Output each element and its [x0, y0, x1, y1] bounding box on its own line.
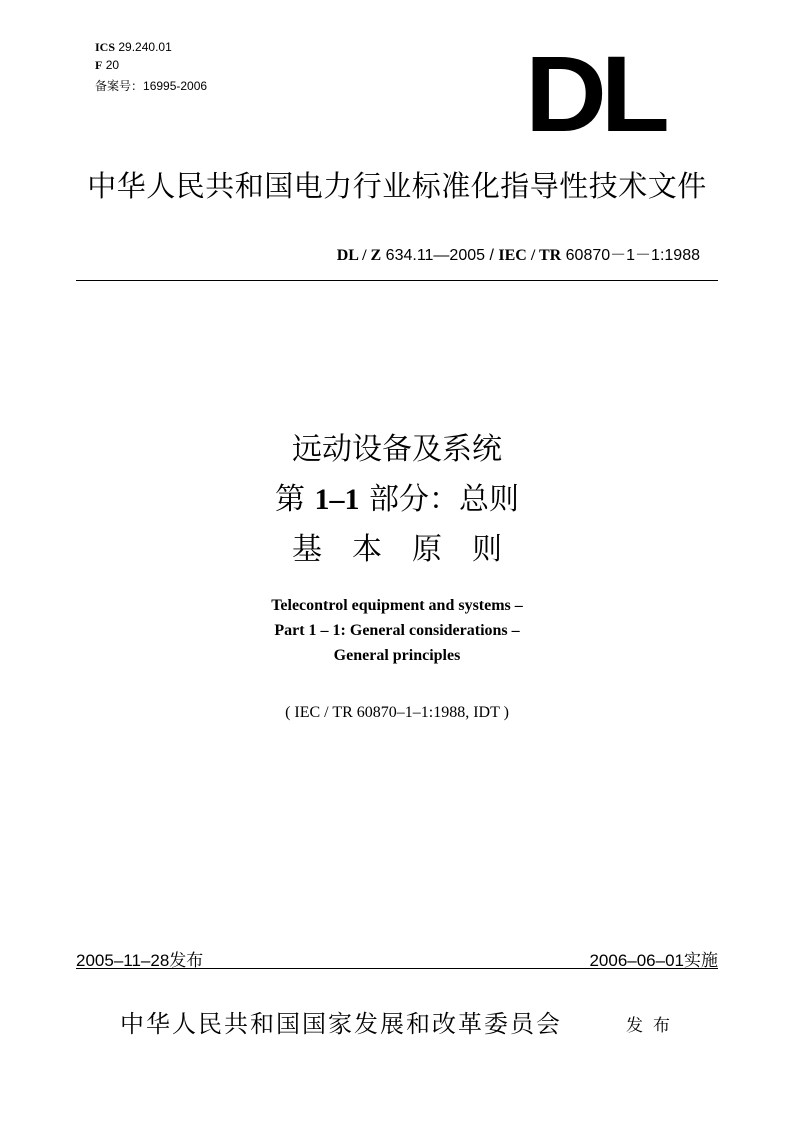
class-label: F: [95, 58, 103, 72]
dl-logo: DL: [525, 33, 664, 154]
std-prefix: DL / Z: [336, 247, 382, 264]
en-title-line1: Telecontrol equipment and systems –: [271, 597, 523, 614]
issuer: 中华人民共和国国家发展和改革委员会: [120, 1010, 562, 1038]
cn-title-part-number: 1–1: [314, 483, 360, 516]
ics-value: 29.240.01: [118, 40, 172, 54]
implement-date: 2006–06–01实施: [589, 951, 718, 970]
class-value: 20: [105, 58, 120, 72]
cn-title-line2-b: 部分：总则: [369, 482, 520, 517]
iec-prefix: IEC / TR: [498, 247, 562, 264]
class-line: [95, 56, 119, 74]
std-number-value: 634.11—2005 /: [385, 247, 494, 264]
cn-title-line2-a: 第: [274, 482, 305, 517]
ics-label: ICS: [95, 40, 116, 54]
iec-number: 60870－1－1:1988: [565, 247, 700, 264]
record-label: 备案号：: [95, 79, 144, 93]
cn-title-line1: 远动设备及系统: [292, 432, 502, 467]
record-value: 16995-2006: [143, 79, 208, 93]
ics-line: [95, 38, 172, 56]
bottom-divider: [76, 968, 718, 969]
standard-number: [337, 242, 700, 265]
cn-title-line3: 基 本 原 则: [292, 532, 502, 567]
top-divider: [76, 280, 718, 281]
cn-title-line2: [0, 474, 794, 518]
idt-reference: ( IEC / TR 60870–1–1:1988, IDT ): [285, 704, 509, 721]
en-title-line3: General principles: [333, 647, 461, 664]
issue-word: 发布: [626, 1016, 680, 1036]
org-title: 中华人民共和国电力行业标准化指导性技术文件: [87, 171, 707, 203]
publish-date: 2005–11–28发布: [76, 951, 204, 970]
record-line: [95, 77, 207, 95]
en-title-line2: Part 1 – 1: General considerations –: [274, 622, 520, 639]
